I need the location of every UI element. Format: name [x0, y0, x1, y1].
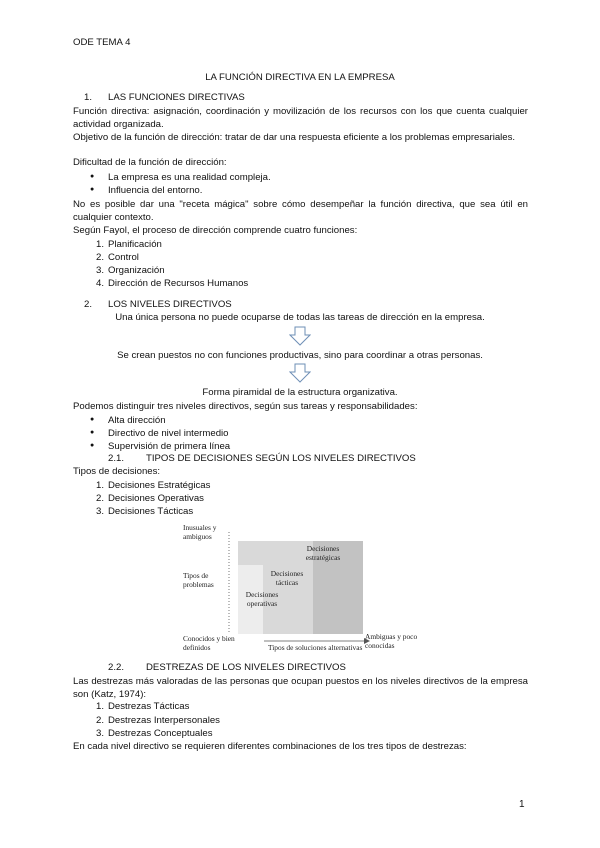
page-number: 1: [519, 799, 525, 810]
decision-type-item: 3. Decisiones Tácticas: [95, 506, 194, 517]
skill-item: 2. Destrezas Interpersonales: [95, 715, 220, 726]
section-1-heading: LAS FUNCIONES DIRECTIVAS: [108, 92, 245, 103]
flow-step-2: Se crean puestos no con funciones productivas, sino para coordinar a otras personas.: [117, 350, 483, 361]
section-2-1-heading: TIPOS DE DECISIONES SEGÚN LOS NIVELES DIRECTIVOS: [146, 453, 416, 464]
page-header: ODE TEMA 4: [73, 37, 131, 48]
down-arrow-icon: [289, 326, 311, 346]
strategic-decisions-label: Decisiones estratégicas: [305, 544, 341, 562]
fayol-function-item: 2. Control: [95, 252, 139, 263]
x-axis-middle-label: Tipos de soluciones alternativas: [268, 643, 363, 652]
document-title: LA FUNCIÓN DIRECTIVA EN LA EMPRESA: [205, 72, 395, 83]
fayol-paragraph: Según Fayol, el proceso de dirección comprende cuatro funciones:: [73, 225, 358, 236]
decision-type-item: 2. Decisiones Operativas: [95, 493, 204, 504]
level-bullet: ● Directivo de nivel intermedio: [108, 428, 229, 439]
combinaciones-paragraph: En cada nivel directivo se requieren diferentes combinaciones de los tres tipos de destrezas:: [73, 741, 467, 752]
dificultad-bullet: ● Influencia del entorno.: [108, 185, 202, 196]
decisions-figure: [180, 520, 418, 658]
section-2-number: 2.: [84, 299, 93, 310]
dificultad-bullet: ● La empresa es una realidad compleja.: [108, 172, 271, 183]
down-arrow-icon: [289, 363, 311, 383]
y-axis-bottom-label: Conocidos y bien definidos: [183, 634, 235, 652]
level-bullet: ● Alta dirección: [108, 415, 166, 426]
dificultad-paragraph: Dificultad de la función de dirección:: [73, 157, 227, 168]
objetivo-paragraph: Objetivo de la función de dirección: tratar de dar una respuesta eficiente a los problemas empresariales.: [73, 132, 516, 143]
section-2-1-number: 2.1.: [108, 453, 125, 464]
section-1-number: 1.: [84, 92, 93, 103]
y-axis-top-label: Inusuales y ambiguos: [183, 523, 217, 541]
section-2-heading: LOS NIVELES DIRECTIVOS: [108, 299, 232, 310]
flow-step-3: Forma piramidal de la estructura organizativa.: [202, 387, 398, 398]
fayol-function-item: 4. Dirección de Recursos Humanos: [95, 278, 249, 289]
level-bullet: ● Supervisión de primera línea: [108, 441, 230, 452]
tactical-decisions-label: Decisiones tácticas: [270, 569, 304, 587]
skill-item: 1. Destrezas Tácticas: [95, 701, 190, 712]
tipos-decisiones-label: Tipos de decisiones:: [73, 466, 161, 477]
funcion-directiva-definition: Función directiva: asignación, coordinación y movilización de los recursos con los que cuenta cualquier actividad organizada.: [73, 106, 528, 130]
destrezas-paragraph: Las destrezas más valoradas de las personas que ocupan puestos en los niveles directivos de la empresa son (Katz, 1974):: [73, 676, 528, 700]
receta-paragraph: No es posible dar una "receta mágica" sobre cómo desempeñar la función directiva, que sea útil en cualquier contexto.: [73, 199, 528, 223]
operative-upper: [238, 565, 263, 589]
fayol-function-item: 3. Organización: [95, 265, 165, 276]
x-axis-right-label: Ambiguas y poco conocidas: [365, 632, 418, 650]
section-2-2-number: 2.2.: [108, 662, 125, 673]
operative-decisions-label: Decisiones operativas: [245, 590, 279, 608]
fayol-function-item: 1. Planificación: [95, 239, 162, 250]
y-axis-middle-label: Tipos de problemas: [183, 571, 214, 589]
skill-item: 3. Destrezas Conceptuales: [95, 728, 213, 739]
flow-step-1: Una única persona no puede ocuparse de todas las tareas de dirección en la empresa.: [115, 312, 485, 323]
decision-type-item: 1. Decisiones Estratégicas: [95, 480, 211, 491]
niveles-paragraph: Podemos distinguir tres niveles directivos, según sus tareas y responsabilidades:: [73, 401, 418, 412]
section-2-2-heading: DESTREZAS DE LOS NIVELES DIRECTIVOS: [146, 662, 346, 673]
